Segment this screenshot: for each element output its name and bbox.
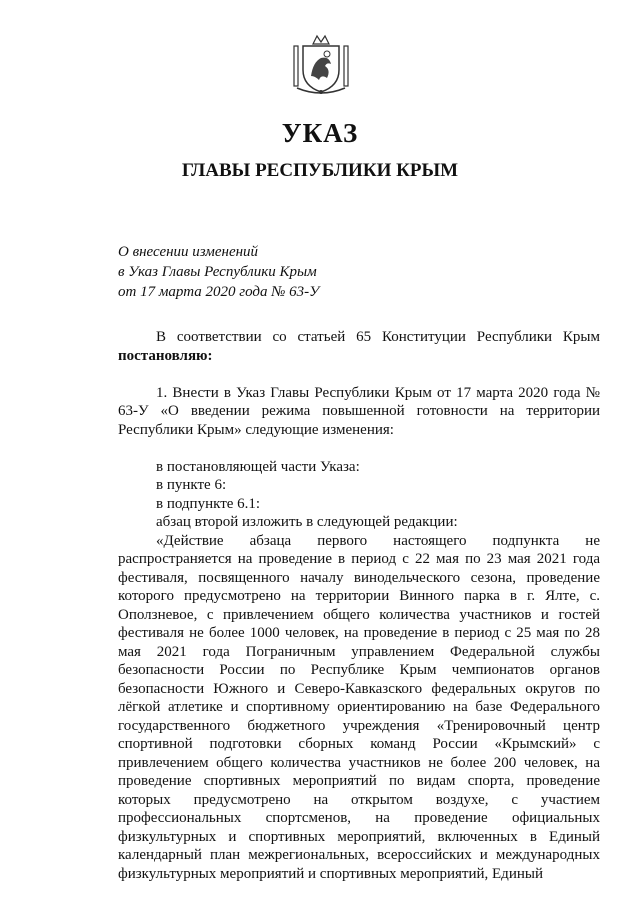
document-subtitle: ГЛАВЫ РЕСПУБЛИКИ КРЫМ [181, 160, 459, 181]
sub-paragraph: в постановляющей части Указа: [156, 458, 360, 475]
sub-paragraph: в подпункте 6.1: [156, 495, 261, 512]
crimea-coat-of-arms-icon [291, 32, 351, 96]
document-body [118, 328, 600, 883]
preamble-paragraph [118, 328, 600, 365]
decree-word: постановляю: [118, 347, 213, 364]
sub-paragraph: в пункте 6: [156, 477, 227, 493]
quoted-amendment-paragraph: «Действие абзаца первого настоящего подпункта не распространяется на проведение в период с 22 мая по 23 мая 2021 года фестиваля, посвященного началу винодельческого сезона, проведение которого предусмотрено на территории Винного парка в г. Ялте, с. Оползневое, с привлечением общего количества участников и гостей фестиваля не более 1000 человек, на проведение в период с 25 мая по 28 мая 2021 года Пограничным управлением Федеральной службы безопасности России по Республике Крым чемпионатов органов безопасности Южного и Северо-Кавказского федеральных округов по лёгкой атлетике и спортивному ориентированию на базе Федерального государственного бюджетного учреждения «Тренировочный центр спортивной подготовки сборных команд России «Крымский» с привлечением общего количества участников не более 200 человек, на проведение спортивных мероприятий по видам спорта, проведение которых предусмотрено на открытом воздухе, с участием профессиональных спортсменов, на проведение официальных физкультурных и спортивных мероприятий, включенных в Единый календарный план межрегиональных, всероссийских и международных физкультурных мероприятий и спортивных мероприятий, Единый [118, 532, 600, 882]
document-title: УКАЗ [281, 118, 359, 148]
subject-line: О внесении изменений [118, 244, 259, 260]
subject-block [118, 242, 319, 302]
sub-paragraph: абзац второй изложить в следующей редакции: [156, 514, 458, 530]
subject-line: в Указ Главы Республики Крым [118, 264, 317, 280]
preamble-text: В соответствии со статьей 65 Конституции Республики Крым [156, 329, 600, 345]
item-1-paragraph: 1. Внести в Указ Главы Республики Крым от 17 марта 2020 года № 63-У «О введении режима повышенной готовности на территории Республики Крым» следующие изменения: [118, 384, 600, 438]
subject-line: от 17 марта 2020 года № 63-У [118, 284, 320, 300]
